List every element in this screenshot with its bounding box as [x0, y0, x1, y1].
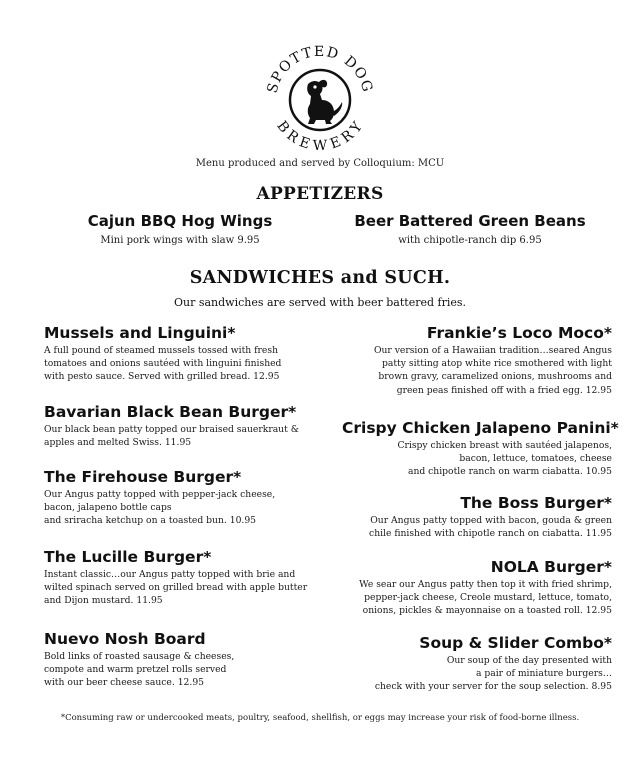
item-name: Frankie’s Loco Moco*: [426, 324, 612, 342]
appetizer-item: [60, 212, 300, 247]
menu-item: [44, 468, 322, 528]
item-desc: We sear our Angus patty then top it with fried shrimp, pepper-jack cheese, Creole mustard, lettuce, tomato, onions, pickles & mayonnaise on a toasted roll. 12.95: [359, 579, 612, 617]
item-name: Cajun BBQ Hog Wings: [87, 212, 273, 230]
item-desc: Bold links of roasted sausage & cheeses, compote and warm pretzel rolls served with our beer cheese sauce. 12.95: [44, 651, 235, 689]
produced-by-line: Menu produced and served by Colloquium: MCU: [195, 158, 445, 169]
item-name: The Boss Burger*: [460, 494, 612, 512]
sandwiches-note: Our sandwiches are served with beer battered fries.: [173, 296, 467, 309]
item-desc: Our version of a Hawaiian tradition…seared Angus patty sitting atop white rice smothered with light brown gravy, caramelized onions, mushrooms and green peas finished off with a fried egg. 12.95: [373, 345, 612, 396]
appetizers-heading: APPETIZERS: [256, 184, 384, 204]
menu-item: [342, 419, 619, 479]
menu-item: [44, 324, 322, 384]
footnote: *Consuming raw or undercooked meats, poultry, seafood, shellfish, or eggs may increase your risk of food-borne illness.: [60, 713, 580, 723]
item-desc: Our black bean patty topped our braised sauerkraut & apples and melted Swiss. 11.95: [44, 424, 299, 449]
item-name: Bavarian Black Bean Burger*: [44, 403, 297, 421]
menu-item: [342, 324, 612, 397]
item-name: The Lucille Burger*: [44, 548, 212, 566]
item-desc: Our Angus patty topped with pepper-jack cheese, bacon, jalapeno bottle caps and sriracha ketchup on a toasted bun. 10.95: [44, 489, 276, 527]
menu-item: [342, 558, 612, 618]
menu-item: [44, 630, 322, 690]
sandwiches-heading: SANDWICHES and SUCH.: [189, 268, 451, 288]
menu-item: [44, 548, 322, 608]
item-name: Soup & Slider Combo*: [419, 634, 612, 652]
menu-item: [342, 634, 612, 694]
item-name: NOLA Burger*: [490, 558, 612, 576]
item-desc: Our Angus patty topped with bacon, gouda & green chile finished with chipotle ranch on ciabatta. 11.95: [369, 515, 612, 540]
item-desc: Mini pork wings with slaw 9.95: [100, 235, 260, 246]
appetizer-item: [350, 212, 590, 247]
item-desc: Instant classic…our Angus patty topped with brie and wilted spinach served on grilled bread with apple butter and Dijon mustard. 11.95: [44, 569, 308, 607]
item-desc: Crispy chicken breast with sautéed jalapenos, bacon, lettuce, tomatoes, cheese and chipotle ranch on warm ciabatta. 10.95: [397, 440, 612, 478]
dog-icon: [307, 80, 342, 124]
item-name: Beer Battered Green Beans: [354, 212, 586, 230]
item-name: Mussels and Linguini*: [44, 324, 236, 342]
item-name: The Firehouse Burger*: [44, 468, 242, 486]
spotted-dog-brewery-logo: [264, 40, 376, 152]
item-name: Crispy Chicken Jalapeno Panini*: [342, 419, 619, 437]
menu-item: [44, 403, 322, 449]
logo-arc-top: SPOTTED DOG: [264, 43, 376, 95]
logo-arc-bottom: BREWERY: [273, 117, 367, 152]
item-desc: Our soup of the day presented with a pair of miniature burgers… check with your server for the soup selection. 8.95: [374, 655, 612, 693]
svg-text:BREWERY: [274, 118, 367, 152]
item-name: Nuevo Nosh Board: [44, 630, 206, 648]
item-desc: A full pound of steamed mussels tossed with fresh tomatoes and onions sautéed with linguini finished with pesto sauce. Served with grilled bread. 12.95: [44, 345, 282, 383]
item-desc: with chipotle-ranch dip 6.95: [398, 235, 542, 246]
menu-item: [342, 494, 612, 540]
